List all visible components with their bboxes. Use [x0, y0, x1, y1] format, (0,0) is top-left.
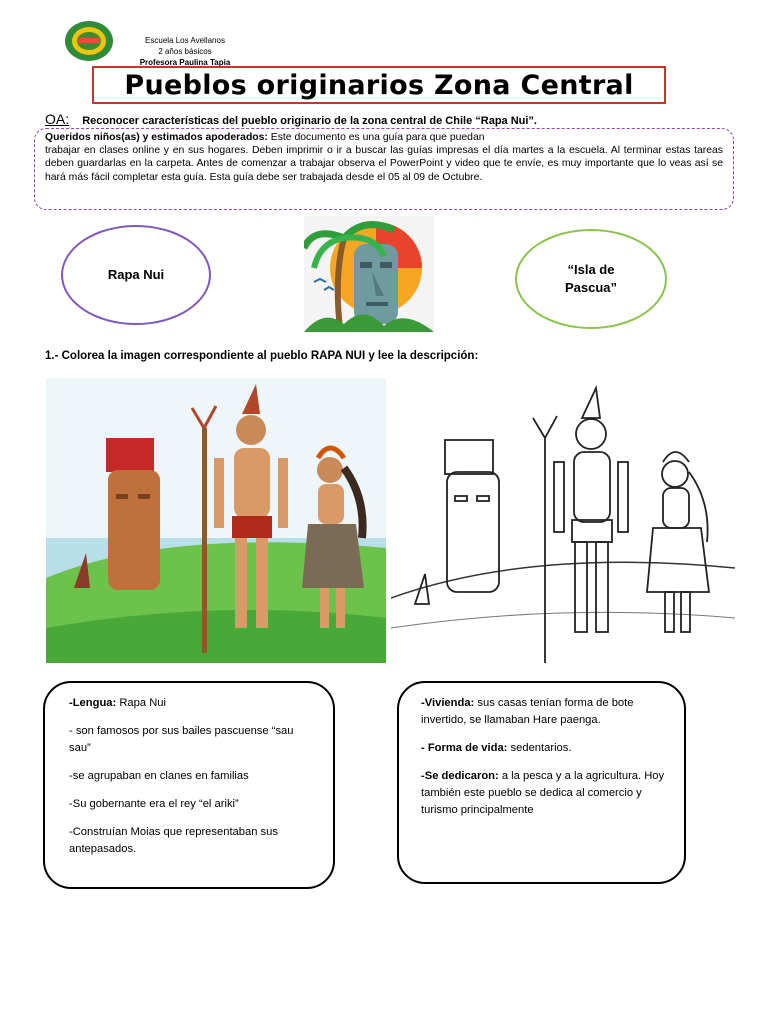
grade-level: 2 años básicos — [158, 47, 212, 56]
card-left-item-4: -Su gobernante era el rey “el ariki” — [69, 798, 239, 810]
forma-vida-value: sedentarios. — [507, 742, 572, 754]
rapa-nui-color-illustration — [46, 378, 386, 663]
vivienda-value: sus casas tenían forma de bote invertido, se llamaban Hare paenga. — [421, 697, 634, 726]
objective-row — [45, 111, 745, 127]
palm-moai-image — [304, 216, 434, 332]
school-name: Escuela Los Avellanos — [145, 36, 225, 45]
school-logo — [64, 20, 114, 62]
notice-body: trabajar en clases online y en sus hogares. Deben imprimir o ir a buscar las guías impresas el día martes a la escuela. Al terminar estas tareas deben guardarlas en la carpeta. Antes de comenzar a trabajar observa el PowerPoint y video que te envíe, es muy importante que lo veas así se hará más fácil completar esta guía. Esta guía debe ser trabajada desde el 05 al 09 de Octubre. — [45, 145, 723, 183]
page-title-box — [92, 66, 666, 104]
dedicaron-item — [421, 768, 666, 819]
card-left-item-2: - son famosos por sus bailes pascuense “sau sau” — [69, 725, 294, 754]
oval-rapa-nui — [61, 225, 211, 325]
forma-vida-label: - Forma de vida: — [421, 742, 508, 754]
info-card-right — [397, 681, 686, 884]
vivienda-label: -Vivienda: — [421, 697, 475, 709]
oval-isla-de-pascua — [515, 229, 667, 329]
lengua-label: -Lengua: — [69, 697, 117, 709]
oval-isla-line2: Pascua” — [564, 280, 618, 295]
rapa-nui-outline-illustration — [391, 378, 735, 663]
dedicaron-label: -Se dedicaron: — [421, 770, 499, 782]
question-1: 1.- Colorea la imagen correspondiente al pueblo RAPA NUI y lee la descripción: — [45, 350, 479, 362]
teacher-name: Profesora Paulina Tapia — [139, 58, 231, 67]
notice-greeting: Queridos niños(as) y estimados apoderados: — [45, 132, 268, 143]
lengua-item — [69, 695, 309, 712]
school-info — [120, 35, 250, 68]
notice-line1: Este documento es una guía para que puedan — [267, 132, 485, 143]
notice-box — [34, 128, 734, 210]
lengua-value: Rapa Nui — [116, 697, 166, 709]
forma-vida-item — [421, 740, 666, 757]
info-card-left — [43, 681, 335, 889]
oval-rapa-nui-label: Rapa Nui — [107, 267, 165, 282]
oval-isla-line1: “Isla de — [567, 262, 615, 277]
page-title: Pueblos originarios Zona Central — [124, 69, 634, 101]
card-left-item-5: -Construían Moias que representaban sus antepasados. — [69, 826, 278, 855]
objective-text: Reconocer características del pueblo originario de la zona central de Chile “Rapa Nui”. — [82, 115, 537, 127]
vivienda-item — [421, 695, 666, 729]
dedicaron-value: a la pesca y a la agricultura. Hoy también este pueblo se dedica al comercio y turismo principalmente — [421, 770, 665, 816]
objective-label: OA: — [45, 111, 70, 127]
card-left-item-3: -se agrupaban en clanes en familias — [69, 770, 249, 782]
